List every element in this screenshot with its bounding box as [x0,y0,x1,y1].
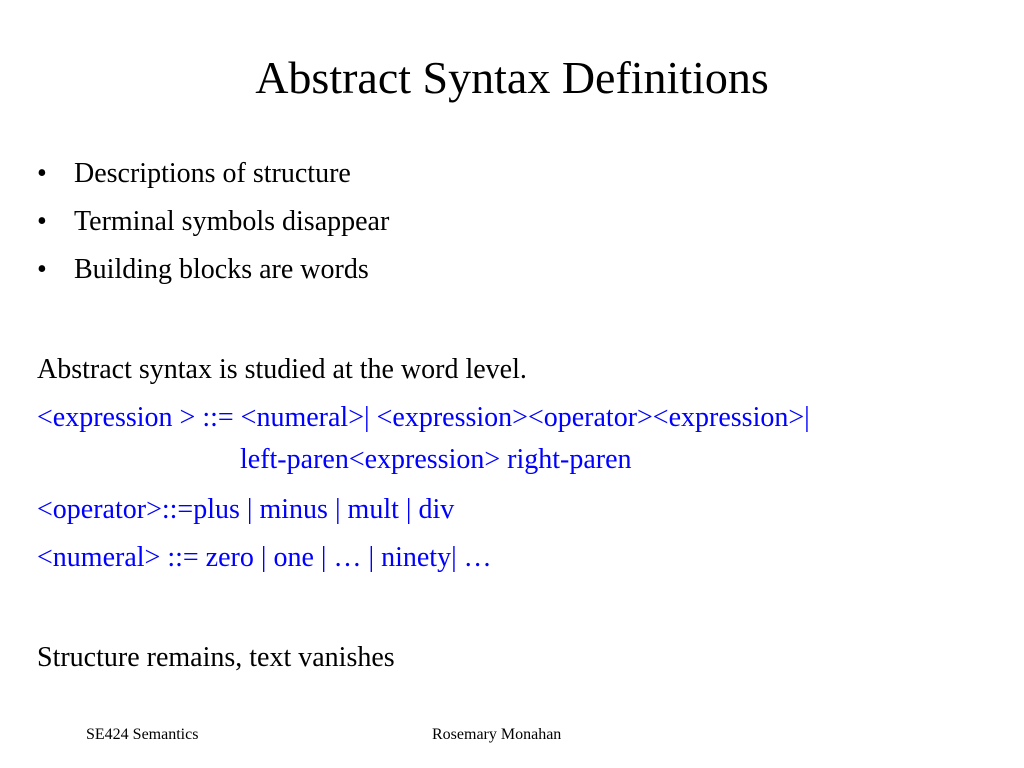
expression-rule-continuation: left-paren<expression> right-paren [240,444,632,475]
bullet-text: Descriptions of structure [74,158,351,189]
expression-rule: <expression > ::= <numeral>| <expression><operator><expression>| [37,402,810,433]
numeral-rule: <numeral> ::= zero | one | … | ninety| … [37,542,492,573]
statement-text: Abstract syntax is studied at the word level. [37,354,527,385]
slide-title: Abstract Syntax Definitions [255,52,769,103]
bullet-mark: • [37,158,47,189]
bullet-text: Building blocks are words [74,254,369,285]
bullet-item [37,150,389,198]
footer-course: SE424 Semantics [86,726,199,743]
bullet-list [37,150,389,294]
bullet-mark: • [37,254,47,285]
bullet-mark: • [37,206,47,237]
operator-rule: <operator>::=plus | minus | mult | div [37,494,455,525]
bullet-item [37,198,389,246]
bullet-text: Terminal symbols disappear [74,206,390,237]
footer-author: Rosemary Monahan [432,726,562,743]
conclusion-text: Structure remains, text vanishes [37,642,395,673]
bullet-item [37,246,389,294]
